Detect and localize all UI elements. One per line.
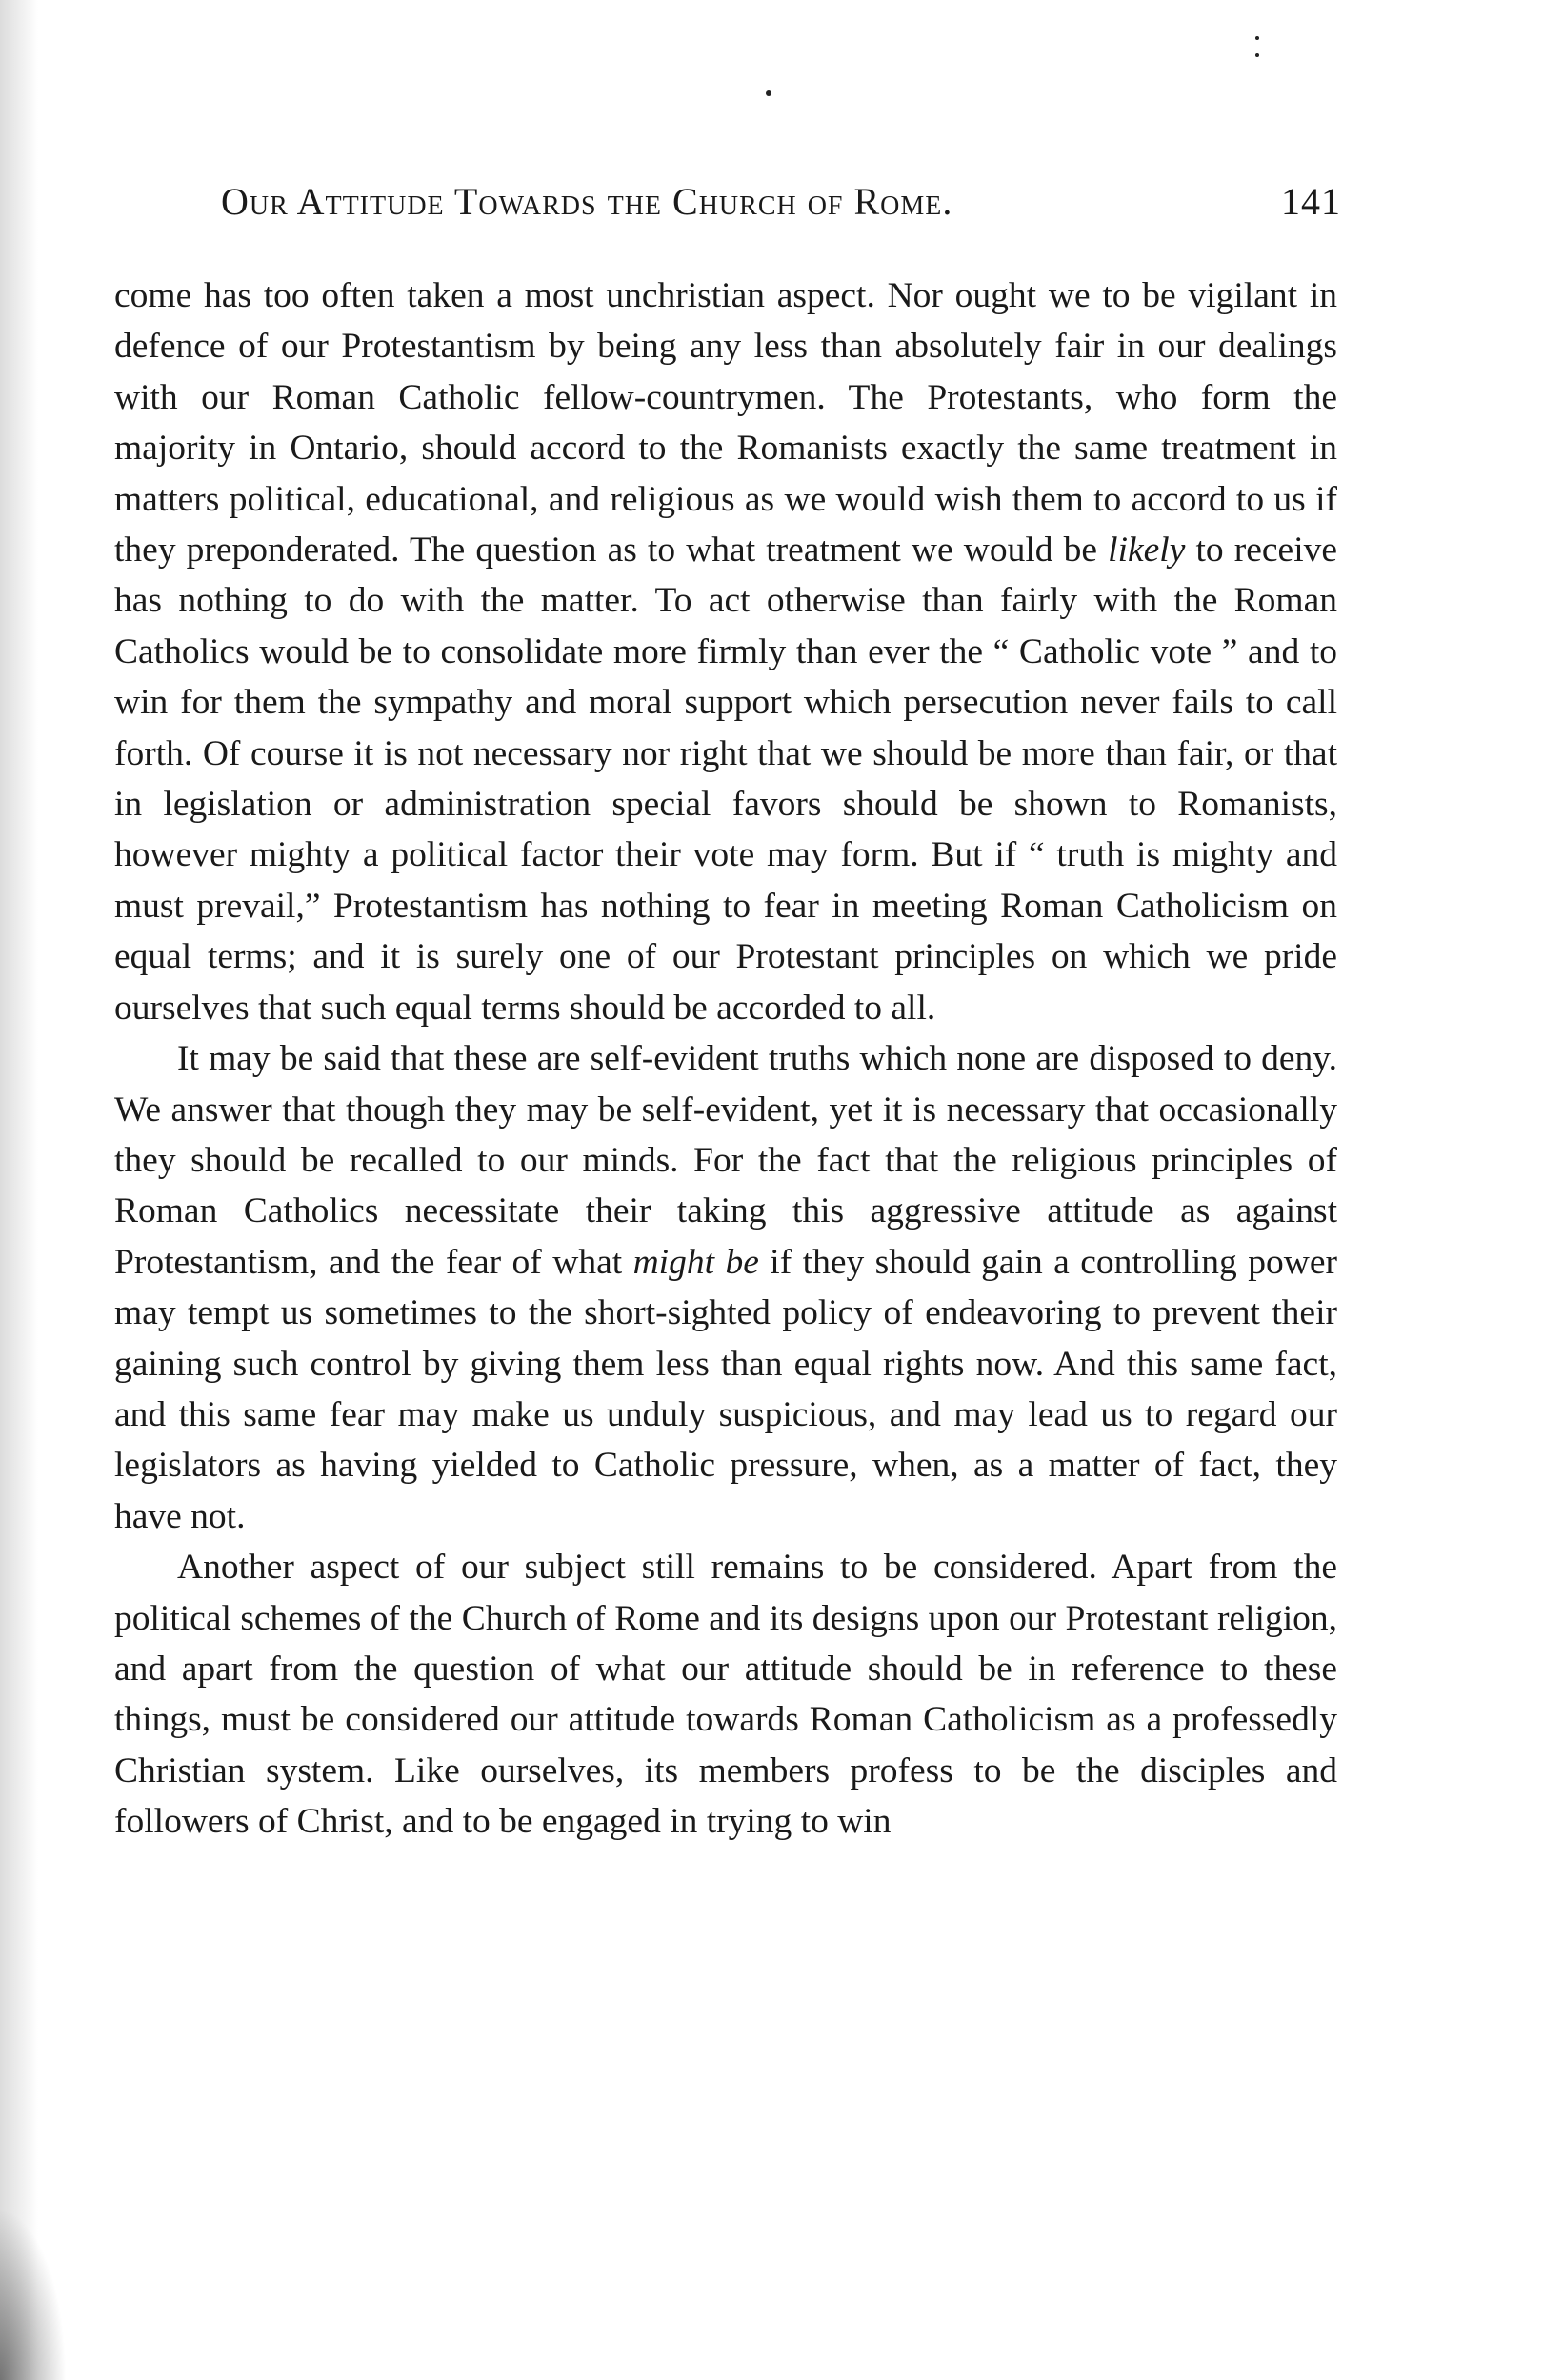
paragraph-1-text: come has too often taken a most unchristian aspect. Nor ought we to be vigilant in defence of our Protestantism by being any less than absolutely fair in our dealings with our Roman Catholic fellow-countrymen. The Protestants, who form the majority in Ontario, should accord to the Romanists exactly the same treatment in matters political, educational, and religious as we would wish them to accord to us if they preponderated. The question as to what treatment we would be (114, 276, 1337, 570)
paragraph-2 (114, 1033, 1337, 1542)
paragraph-1-continuation: to receive has nothing to do with the matter. To act otherwise than fairly with the Roman Catholics would be to consolidate more firmly than ever the “ Catholic vote ” and to win for them the sympathy and moral support which persecution never fails to call forth. Of course it is not necessary nor right that we should be more than fair, or that in legislation or administration special favors should be shown to Romanists, however mighty a political factor their vote may form. But if “ truth is mighty and must prevail,” Protestantism has nothing to fear in meeting Roman Catholicism on equal terms; and it is surely one of our Protestant principles on which we pride ourselves that such equal terms should be accorded to all. (114, 530, 1338, 1028)
paragraph-1 (114, 270, 1337, 1033)
paragraph-2-continuation: if they should gain a controlling power may tempt us sometimes to the short-sighted policy of endeavoring to prevent their gaining such control by giving them less than equal rights now. And this same fact, and this same fear may make us unduly suspicious, and may lead us to regard our legislators as having yielded to Catholic pressure, when, as a matter of fact, they have not. (114, 1242, 1337, 1536)
italic-likely: likely (1108, 530, 1186, 570)
body-text (114, 270, 1337, 1848)
ink-speck (1255, 53, 1259, 57)
running-header (221, 179, 1341, 236)
scan-corner-stain (0, 2209, 67, 2380)
ink-speck (766, 90, 772, 96)
italic-might-be: might be (632, 1242, 759, 1282)
ink-speck (1255, 36, 1259, 40)
paragraph-2-text: It may be said that these are self-evident truths which none are disposed to deny. We answer that though they may be self-evident, yet it is necessary that occasionally they should be recalled to our minds. For the fact that the religious principles of Roman Catholics necessitate their taking this aggressive attitude as against Protestantism, and the fear of what (114, 1039, 1337, 1282)
scan-shadow-edge (0, 0, 38, 2380)
paragraph-3: Another aspect of our subject still remains to be considered. Apart from the political schemes of the Church of Rome and its designs upon our Protestant religion, and apart from the question of what our attitude should be in reference to these things, must be considered our attitude towards Roman Catholicism as a professedly Christian system. Like ourselves, its members profess to be the disciples and followers of Christ, and to be engaged in trying to win (114, 1548, 1337, 1842)
page-number: 141 (1281, 180, 1341, 223)
running-title: Our Attitude Towards the Church of Rome. (221, 180, 953, 223)
